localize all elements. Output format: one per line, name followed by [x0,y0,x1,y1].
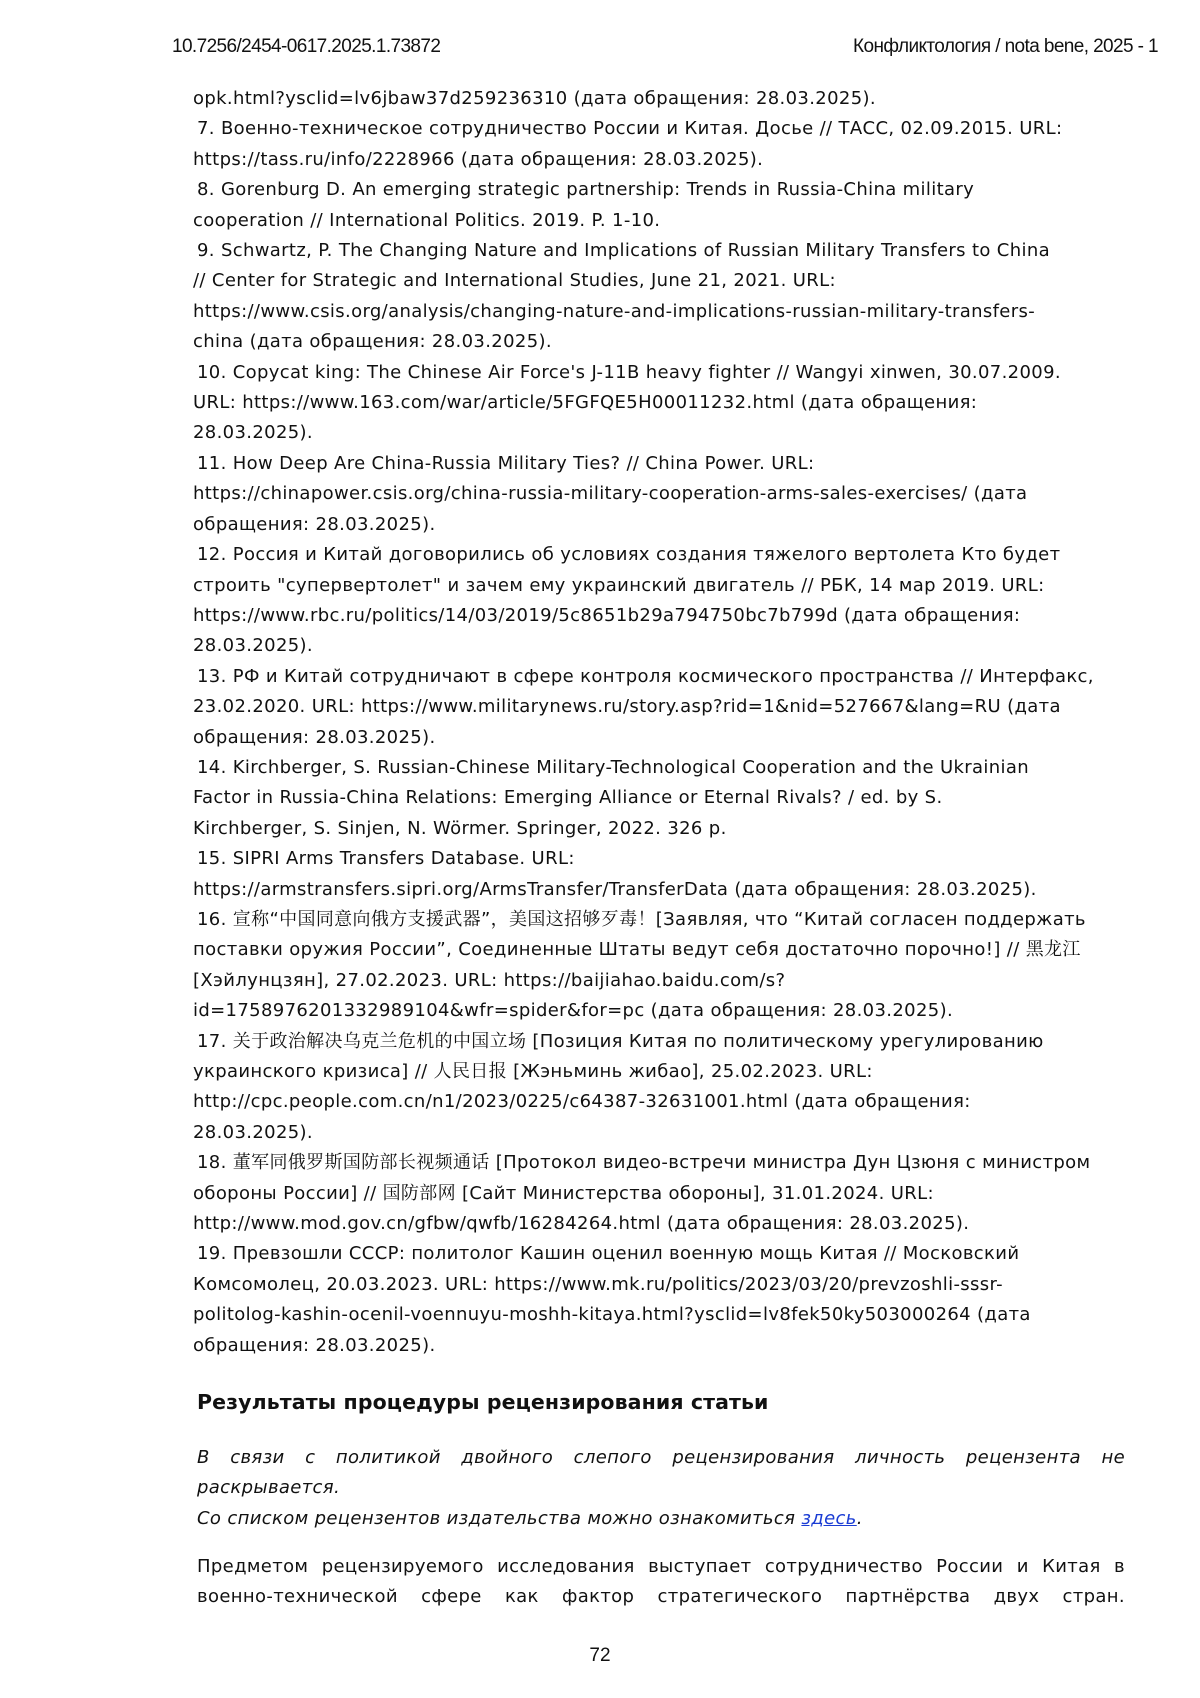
review-note-line [197,1504,1125,1534]
review-body [197,1552,1125,1613]
reference-entry-start: 15. SIPRI Arms Transfers Database. URL: [197,848,575,870]
reviewers-link[interactable]: здесь [801,1507,857,1529]
reference-entry-line: [Хэйлунцзян], 27.02.2023. URL: https://baijiahao.baidu.com/s? [193,969,786,991]
reference-entry-line: обороны России] // 国防部网 [Сайт Министерства обороны], 31.01.2024. URL: [193,1182,934,1204]
running-head [172,36,1158,60]
doi-text: 10.7256/2454-0617.2025.1.73872 [172,36,441,57]
reference-entry-line: https://armstransfers.sipri.org/ArmsTransfer/TransferData (дата обращения: 28.03.2025). [193,878,1037,900]
reference-entry-line: поставки оружия России”, Соединенные Штаты ведут себя достаточно порочно!] // 黑龙江 [193,939,1081,961]
reference-entry-line: обращения: 28.03.2025). [193,513,436,535]
review-body-line: Предметом рецензируемого исследования выступает сотрудничество России и Китая в [197,1556,1125,1577]
reference-entry-line: https://www.csis.org/analysis/changing-nature-and-implications-russian-military-transfers- [193,300,1036,322]
reference-entry-start: 17. 关于政治解决乌克兰危机的中国立场 [Позиция Китая по политическому урегулированию [197,1030,1044,1052]
reference-entry-start: 9. Schwartz, P. The Changing Nature and Implications of Russian Military Transfers to China [197,240,1050,262]
reference-entry-start: 12. Россия и Китай договорились об условиях создания тяжелого вертолета Кто будет [197,544,1061,566]
reference-entry-start: 19. Превзошли СССР: политолог Кашин оценил военную мощь Китая // Московский [197,1243,1020,1265]
reference-entry-line: 28.03.2025). [193,635,314,657]
reference-entry-line: обращения: 28.03.2025). [193,1334,436,1356]
reference-entry-line: https://chinapower.csis.org/china-russia-military-cooperation-arms-sales-exercises/ (дата [193,483,1028,505]
reference-entry-line: cooperation // International Politics. 2019. P. 1-10. [193,209,661,231]
reference-entry-start: 10. Copycat king: The Chinese Air Force's J-11B heavy fighter // Wangyi xinwen, 30.07.2009. [197,361,1061,383]
reference-entry-start: 16. 宣称“中国同意向俄方支援武器”，美国这招够歹毒！[Заявляя, что “Китай согласен поддержать [197,908,1086,930]
review-note [197,1443,1125,1534]
reference-entry-line: обращения: 28.03.2025). [193,726,436,748]
reference-entry-line: URL: https://www.163.com/war/article/5FGFQE5H00011232.html (дата обращения: [193,392,978,414]
reference-entry-start: 18. 董军同俄罗斯国防部长视频通话 [Протокол видео-встречи министра Дун Цзюня с министром [197,1152,1091,1174]
reference-entry-line: china (дата обращения: 28.03.2025). [193,331,552,353]
reference-entry-line: id=1758976201332989104&wfr=spider&for=pc (дата обращения: 28.03.2025). [193,1000,954,1022]
reference-entry-start: 7. Военно-техническое сотрудничество России и Китая. Досье // ТАСС, 02.09.2015. URL: [197,118,1063,140]
review-note-line: В связи с политикой двойного слепого рецензирования личность рецензента не [197,1447,1125,1468]
reference-entry-line: украинского кризиса] // 人民日报 [Жэньминь жибао], 25.02.2023. URL: [193,1061,873,1082]
review-note-text: Со списком рецензентов издательства можно ознакомиться [197,1507,802,1529]
reference-entry-line: http://cpc.people.com.cn/n1/2023/0225/c64387-32631001.html (дата обращения: [193,1091,971,1113]
reference-entry-line: Комсомолец, 20.03.2023. URL: https://www.mk.ru/politics/2023/03/20/prevzoshli-sssr- [193,1273,1003,1295]
reference-entry-line: opk.html?ysclid=lv6jbaw37d259236310 (дата обращения: 28.03.2025). [193,88,876,109]
reference-entry-start: 8. Gorenburg D. An emerging strategic partnership: Trends in Russia-China military [197,179,975,201]
reference-entry-line: строить "супервертолет" и зачем ему украинский двигатель // РБК, 14 мар 2019. URL: [193,574,1045,596]
reference-entry-line: Factor in Russia-China Relations: Emerging Alliance or Eternal Rivals? / ed. by S. [193,787,943,809]
reference-entry-start: 14. Kirchberger, S. Russian-Chinese Military-Technological Cooperation and the Ukrainian [197,756,1029,778]
reference-entry-start: 13. РФ и Китай сотрудничают в сфере контроля космического пространства // Интерфакс, [197,665,1094,687]
reference-entry-line: https://tass.ru/info/2228966 (дата обращения: 28.03.2025). [193,148,764,170]
reference-entry-line: politolog-kashin-ocenil-voennuyu-moshh-kitaya.html?ysclid=lv8fek50ky503000264 (дата [193,1304,1031,1326]
page-number: 72 [589,1645,611,1666]
reference-entry-line: // Center for Strategic and International Studies, June 21, 2021. URL: [193,270,836,292]
reference-entry-line: 28.03.2025). [193,422,314,444]
reference-entry-line: http://www.mod.gov.cn/gfbw/qwfb/16284264.html (дата обращения: 28.03.2025). [193,1213,970,1235]
reference-entry-line: 23.02.2020. URL: https://www.militarynews.ru/story.asp?rid=1&nid=527667&lang=RU (дата [193,696,1061,718]
reference-entry-line: 28.03.2025). [193,1121,314,1143]
review-note-line: раскрывается. [197,1477,341,1499]
journal-title: Конфликтология / nota bene, 2025 - 1 [853,36,1158,57]
reference-entry-line: Kirchberger, S. Sinjen, N. Wörmer. Springer, 2022. 326 p. [193,817,727,839]
reference-entry-start: 11. How Deep Are China-Russia Military Ties? // China Power. URL: [197,452,815,474]
review-note-period: . [856,1507,863,1529]
review-body-line: военно-технической сфере как фактор стратегического партнёрства двух стран. [197,1586,1125,1608]
review-section-title: Результаты процедуры рецензирования статьи [197,1390,769,1414]
reference-entry-line: https://www.rbc.ru/politics/14/03/2019/5c8651b29a794750bc7b799d (дата обращения: [193,604,1021,626]
reference-list [193,84,1137,1361]
